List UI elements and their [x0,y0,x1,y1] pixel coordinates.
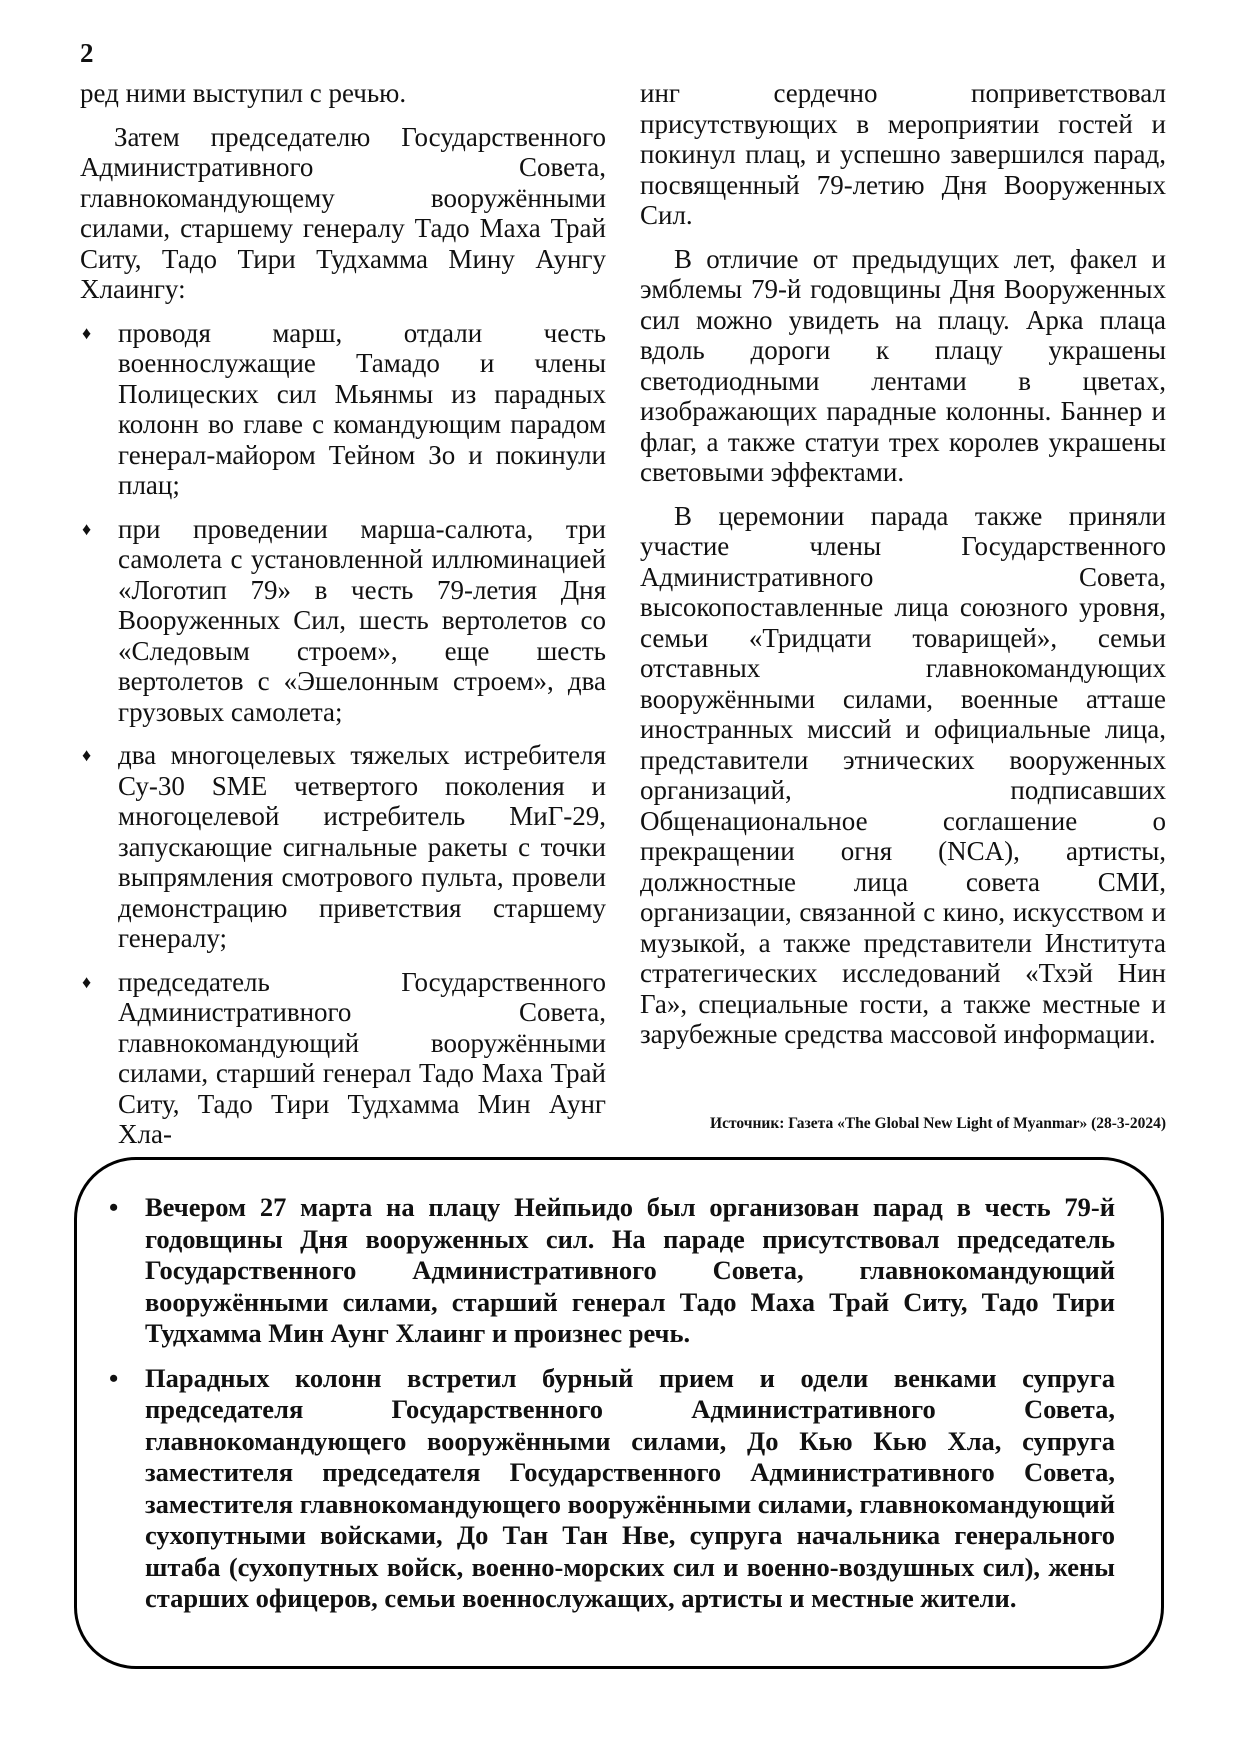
left-column [80,78,606,1163]
summary-item-text: Парадных колонн встретил бурный прием и одели венками супруга председателя Государственного Административного Совета, главнокомандующего вооружёнными силами, До Кью Кью Хла, супруга заместителя председателя Государственного Административного Совета, заместителя главнокомандующего вооружёнными силами, главнокомандующий сухопутными войсками, До Тан Тан Нве, супруга начальника генерального штаба (сухопутных войск, военно-морских сил и военно-воздушных сил), жены старших офицеров, семьи военнослужащих, артисты и местные жители. [145,1362,1115,1613]
list-item [105,1192,1115,1350]
summary-item-text: Вечером 27 марта на плацу Нейпьидо был организован парад в честь 79-й годовщины Дня вооруженных сил. На параде присутствовал председатель Государственного Административного Совета, главнокомандующий вооружёнными силами, старший генерал Тадо Маха Трай Ситу, Тадо Тири Тудхамма Мин Аунг Хлаинг и произнес речь. [145,1192,1115,1348]
left-paragraph-continued: ред ними выступил с речью. [80,78,407,108]
right-paragraph-continued: инг сердечно поприветствовал присутствующих в мероприятии гостей и покинул плац, и успешно завершился парад, посвященный 79-летию Дня Вооруженных Сил. [640,78,1166,230]
left-paragraph-intro: Затем председателю Государственного Административного Совета, главнокомандующему вооружёнными силами, старшему генералу Тадо Маха Трай Ситу, Тадо Тири Тудхамма Мину Аунгу Хлаингу: [80,121,606,304]
list-item [80,967,606,1150]
disc-bullet-icon: • [109,1192,119,1222]
page-number: 2 [80,38,94,68]
summary-box [74,1157,1164,1669]
left-bullet-list [80,318,606,1150]
list-item [80,318,606,501]
list-item [80,740,606,954]
diamond-bullet-icon: ♦ [82,971,92,992]
source-citation: Источник: Газета «The Global New Light of Myanmar» (28-3-2024) [710,1115,1166,1132]
right-paragraph-decorations: В отличие от предыдущих лет, факел и эмблемы 79-й годовщины Дня Вооруженных сил можно увидеть на плацу. Арка плаца вдоль дороги к плацу украшены светодиодными лентами в цветах, изображающих парадные колонны. Баннер и флаг, а также статуи трех королев украшены световыми эффектами. [640,243,1166,487]
list-item [80,514,606,728]
diamond-bullet-icon: ♦ [82,518,92,539]
list-item-text: два многоцелевых тяжелых истребителя Су-30 SME четвертого поколения и многоцелевой истребитель МиГ-29, запускающие сигнальные ракеты с точки выпрямления смотрового пульта, провели демонстрацию приветствия старшему генералу; [118,740,606,953]
list-item-text: председатель Государственного Административного Совета, главнокомандующий вооружёнными силами, старший генерал Тадо Маха Трай Ситу, Тадо Тири Тудхамма Мин Аунг Хла- [118,966,606,1149]
right-column [640,78,1166,1063]
list-item-text: при проведении марша-салюта, три самолета с установленной иллюминацией «Логотип 79» в честь 79-летия Дня Вооруженных Сил, шесть вертолетов со «Следовым строем», еще шесть вертолетов с «Эшелонным строем», два грузовых самолета; [118,513,606,727]
right-paragraph-participants: В церемонии парада также приняли участие члены Государственного Административного Совета, высокопоставленные лица союзного уровня, семьи «Тридцати товарищей», семьи отставных главнокомандующих вооружёнными силами, военные атташе иностранных миссий и официальные лица, представители этнических вооруженных организаций, подписавших Общенациональное соглашение о прекращении огня (NCA), артисты, должностные лица совета СМИ, организации, связанной с кино, искусством и музыкой, а также представители Института стратегических исследований «Тхэй Нин Га», специальные гости, а также местные и зарубежные средства массовой информации. [640,500,1166,1049]
list-item-text: проводя марш, отдали честь военнослужащие Тамадо и члены Полицеских сил Мьянмы из парадных колонн во главе с командующим парадом генерал-майором Тейном Зо и покинули плац; [118,317,606,500]
diamond-bullet-icon: ♦ [82,322,92,343]
diamond-bullet-icon: ♦ [82,745,92,765]
list-item [105,1363,1115,1615]
disc-bullet-icon: • [109,1362,119,1393]
summary-bullet-list [105,1192,1115,1628]
